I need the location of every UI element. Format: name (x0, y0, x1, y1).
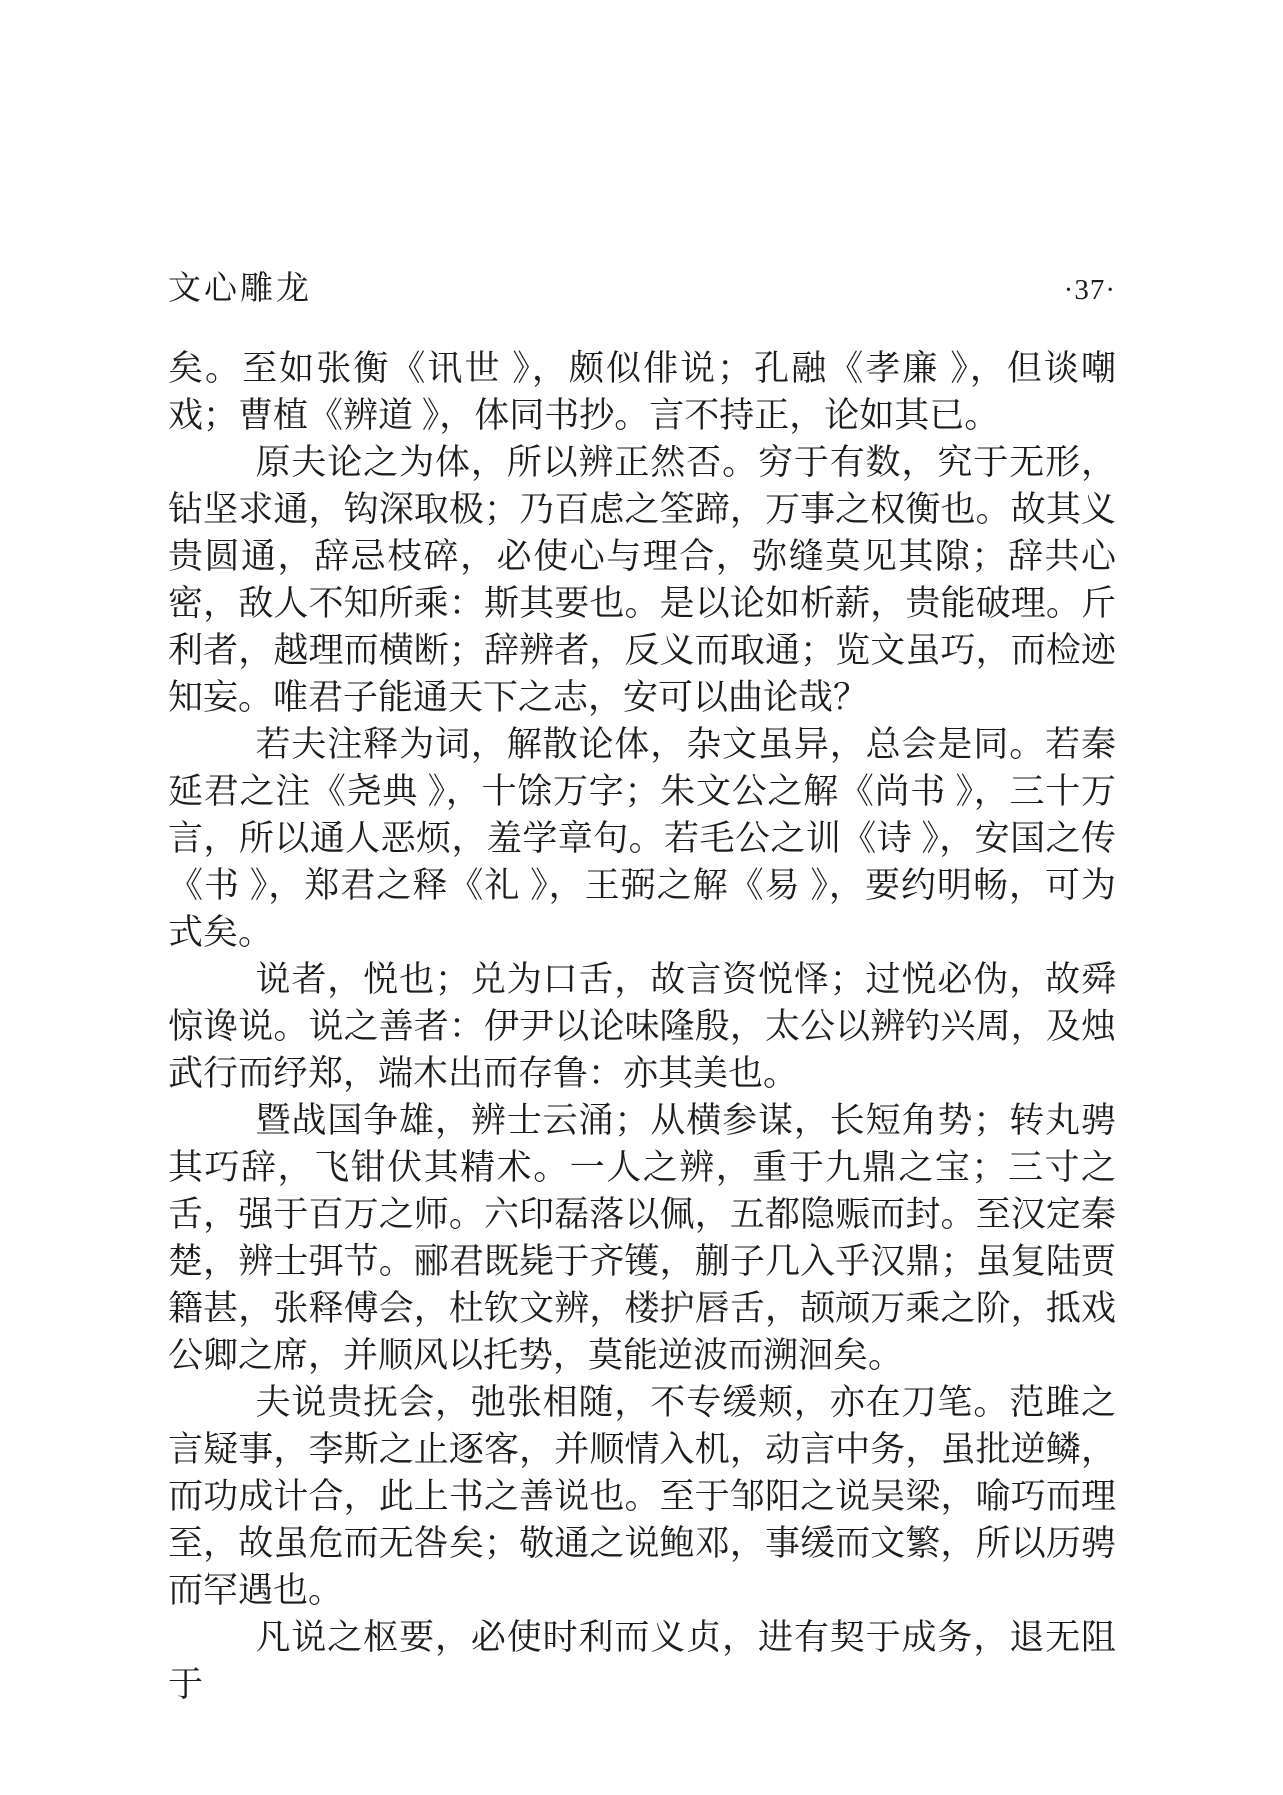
paragraph: 若夫注释为词，解散论体，杂文虽异，总会是同。若秦延君之注《尧典 》，十馀万字；朱文公之解《尚书 》，三十万言，所以通人恶烦，羞学章句。若毛公之训《诗 》，安国之传《书 》，郑君之释《礼 》，王弼之解《易 》，要约明畅，可为式矣。 (168, 725, 1116, 952)
paragraph: 夫说贵抚会，弛张相随，不专缓颊，亦在刀笔。范雎之言疑事，李斯之止逐客，并顺情入机，动言中务，虽批逆鳞，而功成计合，此上书之善说也。至于邹阳之说吴梁，喻巧而理至，故虽危而无咎矣；敬通之说鲍邓，事缓而文繁，所以历骋而罕遇也。 (168, 1383, 1116, 1610)
paragraph: 暨战国争雄，辨士云涌；从横参谋，长短角势；转丸骋其巧辞，飞钳伏其精术。一人之辨，重于九鼎之宝；三寸之舌，强于百万之师。六印磊落以佩，五都隐赈而封。至汉定秦楚，辨士弭节。郦君既毙于齐镬，蒯子几入乎汉鼎；虽复陆贾籍甚，张释傅会，杜钦文辨，楼护唇舌，颉颃万乘之阶，抵戏公卿之席，并顺风以托势，莫能逆波而溯洄矣。 (168, 1101, 1116, 1375)
body-text (168, 345, 1116, 1708)
page-header (168, 262, 1116, 309)
paragraph: 说者，悦也；兑为口舌，故言资悦怿；过悦必伪，故舜惊谗说。说之善者：伊尹以论味隆殷，太公以辨钓兴周，及烛武行而纾郑，端木出而存鲁：亦其美也。 (168, 960, 1116, 1093)
page-number: ·37· (1063, 274, 1116, 306)
book-title: 文心雕龙 (168, 271, 312, 307)
paragraph: 原夫论之为体，所以辨正然否。穷于有数，究于无形，钻坚求通，钩深取极；乃百虑之筌蹄，万事之权衡也。故其义贵圆通，辞忌枝碎，必使心与理合，弥缝莫见其隙；辞共心密，敌人不知所乘：斯其要也。是以论如析薪，贵能破理。斤利者，越理而横断；辞辨者，反义而取通；览文虽巧，而检迹知妄。唯君子能通天下之志，安可以曲论哉？ (168, 443, 1116, 717)
paragraph: 矣。至如张衡《讯世 》，颇似俳说；孔融《孝廉 》，但谈嘲戏；曹植《辨道 》，体同书抄。言不持正，论如其已。 (168, 349, 1116, 435)
paragraph: 凡说之枢要，必使时利而义贞，进有契于成务，退无阻于 (168, 1618, 1116, 1704)
